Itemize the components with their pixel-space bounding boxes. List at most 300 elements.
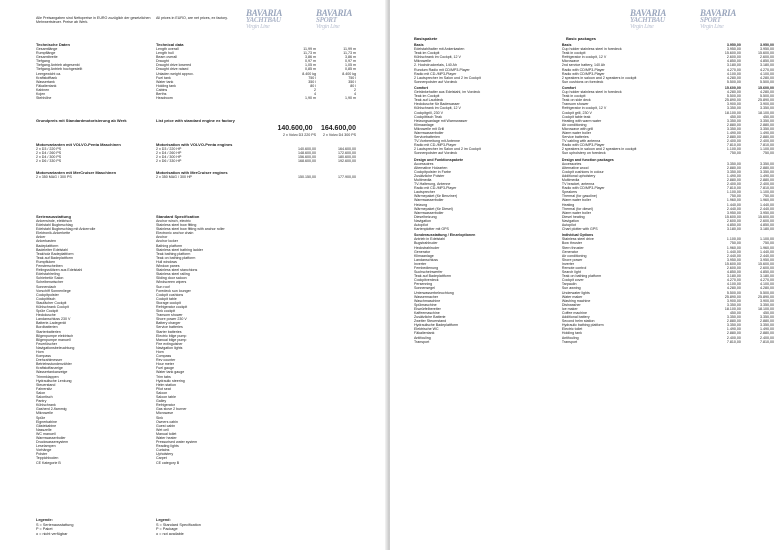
legend-en: S = Standard Specification	[156, 522, 201, 527]
package-item-de: Heckstrahlruder	[414, 245, 440, 250]
package-item-en: Sun upholstery on foredeck	[561, 151, 606, 156]
package-item-en: Transom shower	[561, 102, 589, 107]
standard-de: Salontisch	[36, 395, 53, 400]
option-price-2: 2.400,00	[760, 139, 774, 144]
mercruiser-header-en: Motorisation with MerCruiser engines	[156, 170, 228, 175]
package-item-de: Warmwasserboiler	[414, 130, 444, 135]
logo-text-3: Virgin Line	[246, 24, 270, 30]
option-price-2: 15.600,00	[758, 261, 774, 266]
option-price-1: 4.280,00	[726, 286, 741, 291]
package-item-en: Sun cushions on foredeck	[561, 79, 604, 84]
standard-de: Edelstahl Bugbeschlag mit Ankerrolle	[36, 227, 96, 232]
tech-cell: Draught drive raised	[156, 67, 189, 72]
option-price-1: 1.490,00	[726, 327, 741, 332]
standard-de: Fahrersitz	[36, 386, 52, 391]
standard-en: Anchor	[156, 235, 168, 240]
package-price-1: 15.600,00	[724, 85, 741, 90]
left-page	[0, 0, 388, 550]
packages-header-de: Basispakete	[414, 36, 438, 41]
engine-row-cell: 192.600,00	[338, 159, 356, 164]
package-item-en: Search light	[561, 270, 581, 275]
package-item-en: Warm water boiler	[561, 130, 591, 135]
standard-en: Sink	[156, 415, 163, 420]
standard-de: Scheibenwischer	[36, 280, 64, 285]
legend-de: P = Paket	[36, 527, 53, 532]
standard-de: Starterbatterien	[36, 329, 61, 334]
standard-en: Bathing platform	[156, 243, 183, 248]
option-price-2: 2.880,00	[760, 178, 774, 182]
tech-cell: 4	[314, 92, 316, 97]
option-price-1: 4.270,00	[726, 67, 741, 72]
tech-cell: Draught	[156, 59, 169, 64]
package-item-de: Spülmaschine	[414, 302, 437, 307]
package-item-de: Antrieb in Edelstahl	[414, 237, 445, 242]
option-price-1: 4.280,00	[726, 75, 741, 80]
option-price-1: 4.850,00	[726, 59, 741, 64]
package-item-de: Transport	[414, 339, 430, 344]
package-item-de: 2 Lautsprecher im Salon und 2 im Cockpit	[414, 75, 481, 80]
option-price-1: 2.400,00	[726, 182, 741, 187]
option-price-2: 4.280,00	[760, 75, 774, 80]
standard-de: Kühlschrank	[36, 403, 56, 408]
logo-text-1: BAVARIA	[700, 8, 737, 18]
standard-en: Guest cabin	[156, 423, 176, 428]
package-item-en: Stainless steel drive	[561, 237, 594, 242]
technical-data	[36, 42, 356, 100]
package-item-de: Zusätzliche Polster	[414, 173, 445, 178]
option-price-2: 3.350,00	[760, 315, 774, 320]
tech-cell: Gesamtlänge	[36, 47, 58, 51]
logo-text-2: SPORT	[316, 16, 337, 24]
tech-cell: 3,86 m	[345, 55, 356, 60]
option-price-1: 3.350,00	[726, 169, 741, 174]
option-price-2: 2.600,00	[760, 265, 774, 270]
option-price-2: 5.500,00	[760, 290, 774, 295]
package-item-en: Cockpit table teak	[561, 114, 591, 119]
standard-de: Bordbatterien	[36, 325, 58, 330]
standard-en: Water heater	[156, 435, 177, 440]
package-item-de: Klimaanlage	[414, 122, 434, 127]
standard-de: Leselampen	[36, 444, 56, 449]
standard-en: Stainless steel bathing ladder	[156, 247, 203, 252]
standard-de: Fensterscheiben	[36, 264, 63, 269]
option-price-2: 2.440,00	[760, 253, 774, 258]
option-price-1: 4.850,00	[726, 270, 741, 275]
engine-row-cell: 168.600,00	[298, 159, 316, 164]
package-price-1: 3.950,00	[726, 43, 741, 47]
package-item-en: 2 speakers in saloon and 2 speakers in cockpit	[561, 147, 637, 152]
option-price-1: 4.280,00	[726, 90, 741, 95]
legend-en: P = Package	[156, 527, 178, 532]
standard-en: Starter batteries	[156, 329, 182, 334]
option-price-2: 7.810,00	[760, 339, 774, 344]
package-item-en: Microwave	[561, 59, 580, 64]
standard-en: Sun roof	[156, 284, 170, 289]
option-price-2: 750,00	[763, 151, 774, 156]
package-item-de: 2. Hochdruckrelais, 140 Ah	[414, 63, 457, 68]
standard-de: Trimmklappen	[36, 374, 59, 379]
standard-en: Carpet	[156, 456, 167, 461]
option-price-2: 2.600,00	[760, 55, 774, 60]
option-price-2: 750,00	[763, 194, 774, 199]
tech-cell: Tiefgang Antrieb abgesenkt	[36, 63, 80, 68]
engine-header-en: Motorisation with VOLVO-Penta engines	[156, 142, 233, 147]
tech-cell: 2	[354, 87, 356, 92]
option-price-1: 450,00	[729, 311, 741, 315]
tech-cell: Leergewicht ca.	[36, 71, 62, 76]
option-price-2: 4.280,00	[760, 90, 774, 95]
standard-de: Mikrowelle	[36, 411, 53, 416]
package-item-de: Inverter	[414, 261, 427, 266]
price-sail-sub: 2 x Volvo D3 220 PS	[283, 133, 316, 137]
tech-cell: 80 l	[350, 83, 356, 88]
tech-cell: 350 l	[308, 79, 316, 84]
option-price-2: 3.350,00	[760, 323, 774, 328]
standard-de: Sonnendach	[36, 284, 57, 289]
standard-en: Stainless steel bow fitting	[156, 223, 197, 228]
standard-de: Teppichboden	[36, 456, 59, 461]
package-item-de: Landanschluss	[414, 257, 438, 262]
package-item-en: Washing machine	[561, 298, 591, 303]
option-price-1: 2.440,00	[726, 206, 741, 211]
option-price-2: 3.180,00	[760, 274, 774, 279]
option-price-2: 1.100,00	[760, 237, 774, 242]
tech-cell: 11,99 m	[343, 47, 356, 51]
option-price-1: 2.600,00	[726, 265, 741, 270]
package-item-de: Heizung	[414, 202, 428, 207]
package-item-de: Unterwasserbeleuchtung	[414, 290, 454, 295]
engine-row-cell: 2 x D4 / 260 PS	[36, 151, 62, 156]
package-item-en: Transport	[561, 339, 578, 344]
option-price-1: 1.440,00	[726, 202, 741, 207]
option-price-2: 1.960,00	[760, 245, 774, 250]
tech-cell: Stehhöhe	[36, 96, 52, 101]
standard-de: Edelstahlreling	[36, 272, 60, 277]
standard-en: Microwave	[156, 411, 174, 416]
option-price-2: 3.350,00	[760, 126, 774, 131]
tech-cell: 750 l	[308, 75, 316, 80]
option-price-1: 1.960,00	[726, 198, 741, 203]
tech-cell: 11,99 m	[303, 47, 316, 51]
standard-de: Landanschluss 230 V	[36, 317, 71, 322]
standard-de: Feuerlöscher	[36, 341, 57, 346]
logo-text-1: BAVARIA	[316, 8, 353, 18]
package-title-de: Basis	[414, 43, 424, 47]
package-item-de: Kühlschrank im Cockpit, 12 V	[414, 106, 461, 111]
package-item-de: Zweiter Steuerstand	[414, 319, 447, 324]
package-item-en: Cockpit cover	[561, 278, 584, 283]
package-item-de: Antifouling	[414, 335, 431, 340]
tech-cell: Kojen	[36, 92, 46, 97]
package-item-en: Heating with warm water	[561, 118, 602, 123]
logo-text-3: Virgin Line	[700, 24, 724, 30]
mercruiser-row-cell: 2 x 350 MAG / 300 HP	[156, 175, 192, 179]
standard-de: Hydraulische Lenkung	[36, 378, 72, 383]
option-price-1: 2.440,00	[726, 253, 741, 258]
intro-en: All prices in EURO, are net prices, ex factory.	[156, 16, 228, 20]
intro-de: Alle Preisangaben sind Nettopreise in EURO zuzüglich der gesetzlichen Mehrwertsteuer. Preise ab Werk.	[36, 16, 151, 25]
mercruiser-row-cell: 150.150,00	[298, 175, 316, 179]
package-item-en: Air conditioning	[561, 253, 587, 258]
standard-en: CE category B	[156, 460, 180, 465]
tech-cell: Berths	[156, 92, 167, 97]
package-item-de: Waschmaschine	[414, 298, 441, 303]
option-price-1: 750,00	[729, 241, 741, 246]
package-price-2: 3.950,00	[760, 43, 774, 47]
package-item-en: Cockpit cushions in colour	[561, 169, 604, 174]
base-price	[36, 118, 356, 137]
standard-en: Compass	[156, 354, 172, 359]
standard-en: Hydraulic steering	[156, 378, 185, 383]
package-item-en: Generator	[561, 249, 579, 254]
standard-en: Saloon	[156, 390, 168, 395]
package-item-de: Rundum Radio mit CD/MP3-Player	[414, 67, 470, 72]
tech-cell: Headroom	[156, 96, 173, 101]
package-item-en: Air conditioning	[561, 122, 587, 127]
standard-en: Stainless steel stanchions	[156, 268, 198, 273]
package-item-en: Speakers	[561, 190, 578, 195]
package-item-en: Chart plotter with GPS	[561, 227, 598, 232]
option-price-2: 3.350,00	[760, 302, 774, 307]
package-item-de: Eiswürfelbereiter	[414, 306, 441, 311]
legend-title-en: Legend:	[156, 518, 171, 523]
package-item-en: Bow thruster	[561, 241, 583, 246]
logo-text-2: YACHTBAU	[246, 16, 281, 24]
tech-cell: 1,90 m	[345, 96, 356, 101]
tech-cell: 1,90 m	[305, 96, 316, 101]
package-item-de: Kühlschrank im Cockpit, 12 V	[414, 55, 461, 60]
option-price-1: 2.880,00	[726, 165, 741, 170]
standard-en: Horn	[156, 350, 164, 354]
package-item-de: Radio mit CD-/MP3-Player	[414, 186, 457, 191]
option-price-1: 3.180,00	[726, 227, 741, 232]
tech-cell: 1,05 m	[305, 63, 316, 68]
package-item-de: Hydraulische Badeplattform	[414, 323, 459, 328]
standard-de: Kraftstoffanzeige	[36, 366, 63, 371]
package-item-de: Elektrische WC	[414, 327, 439, 332]
package-item-row	[414, 340, 774, 344]
standard-de: Eignerkabine	[36, 419, 57, 424]
package-item-de: Klimaanlage	[414, 253, 434, 258]
tech-cell: Draught drive lowered	[156, 63, 192, 68]
option-price-2: 2.880,00	[760, 165, 774, 170]
option-price-1: 7.810,00	[726, 339, 741, 344]
package-item-en: Cockpit grill, 230 V	[561, 110, 592, 115]
option-price-2: 25.890,00	[758, 294, 774, 299]
package-item-en: Shore power	[561, 257, 583, 262]
standard-de: Polster	[36, 452, 48, 457]
standard-en: Navigation lights	[156, 345, 183, 350]
engine-row-cell: 2 x D6 / 330 HP	[156, 159, 182, 164]
standard-en: Teak bathing platform	[156, 251, 191, 256]
tech-cell: Cabins	[156, 87, 168, 92]
package-title-de: Sonderausstattung / Einzeloptionen	[414, 233, 476, 238]
package-item-en: Dishwasher	[561, 302, 581, 307]
engine-row-cell: 2 x D4 / 260 HP	[156, 151, 182, 156]
tech-cell: 1,05 m	[345, 63, 356, 68]
tech-row	[36, 96, 356, 100]
package-item-de: Warmwasserboiler	[414, 198, 444, 203]
mercruiser-row-cell: 2 x 350 MAG / 300 PS	[36, 175, 72, 179]
tech-cell: 350 l	[348, 79, 356, 84]
package-item-en: 2 speakers in saloon and 2 speakers in cockpit	[561, 75, 637, 80]
package-item-de: Wärmepaket (für Benziner)	[414, 194, 458, 199]
package-item-en: Coffee machine	[561, 311, 587, 315]
package-item-en: Radio with CD/MP3-Player	[561, 143, 605, 148]
package-item-de: Persenning	[414, 282, 433, 287]
standard-de: Kühlschrank Cockpit	[36, 304, 69, 309]
tech-cell: 0,85 m	[305, 67, 316, 72]
option-price-1: 450,00	[729, 114, 741, 119]
standard-en: Fire extinguisher	[156, 341, 183, 346]
standard-en: Hull windows	[156, 259, 177, 264]
standard-en: Stainless steel railing	[156, 272, 190, 277]
standard-de: Vorschiff Sonnenliege	[36, 288, 71, 293]
base-price-en: List price with standard engine ex factory	[156, 118, 235, 123]
right-page	[390, 0, 778, 550]
tech-cell: 3,86 m	[305, 55, 316, 60]
option-price-2: 2.400,00	[760, 182, 774, 187]
option-price-2: 1.490,00	[760, 173, 774, 178]
option-price-2: 15.600,00	[758, 51, 774, 56]
tech-cell: 750 l	[348, 75, 356, 80]
package-item-en: Refrigerator in cockpit, 12 V	[561, 106, 607, 111]
logo-text-2: SPORT	[700, 16, 721, 24]
standard-de: CE Kategorie B	[36, 460, 61, 465]
standard-en: Cockpit cushions	[156, 292, 184, 297]
option-price-2: 3.900,00	[760, 102, 774, 107]
standard-en: Upholstery	[156, 452, 174, 457]
standard-de: Anker	[36, 235, 46, 240]
option-price-1: 3.180,00	[726, 274, 741, 279]
package-item-row	[414, 227, 774, 231]
tech-cell: Wassertank	[36, 79, 55, 84]
package-title-en: Design and function packages	[561, 157, 614, 162]
standard-en: Transom shower	[156, 313, 183, 318]
engine-row-cell: 2 x D6 / 330 PS	[36, 159, 62, 164]
engine-row	[36, 159, 356, 163]
package-item-de: Accessoires	[414, 161, 434, 166]
tech-cell: 0,97 m	[345, 59, 356, 64]
option-price-2: 450,00	[763, 114, 774, 119]
intro-text	[36, 16, 286, 24]
mercruiser-header-de: Motorvarianten mit MerCruiser Maschinen	[36, 170, 117, 175]
tech-cell: 2	[314, 87, 316, 92]
package-item-en: Second helm station	[561, 319, 595, 324]
package-item-en: Multimedia	[561, 178, 580, 182]
option-price-2: 3.950,00	[760, 210, 774, 215]
logo-text-3: Virgin Line	[316, 24, 340, 30]
package-title-de: Comfort	[414, 85, 428, 90]
package-item-de: Fäkalientank	[414, 331, 435, 336]
package-item-en: Sun awning	[561, 286, 581, 291]
package-item-en: Navigation	[561, 218, 579, 223]
option-price-1: 1.440,00	[726, 249, 741, 254]
standard-de: Teak auf Badeplattform	[36, 255, 73, 260]
package-item-de: Cockpitverdeck	[414, 278, 439, 283]
package-item-de: Getränkehalter aus Edelstahl, im Vordeck	[414, 90, 481, 95]
package-item-en: Accessories	[561, 161, 582, 166]
package-item-en: Autopilot	[561, 223, 576, 228]
option-price-2: 1.490,00	[760, 130, 774, 135]
package-item-de: Cockpitgrill, 230 V	[414, 110, 443, 115]
standard-de: Vorhänge	[36, 448, 52, 453]
engine-row-cell: 2 x D4 / 300 PS	[36, 155, 62, 160]
package-item-en: Teak on bathing platform	[561, 274, 602, 279]
option-price-1: 2.880,00	[726, 135, 741, 140]
option-price-1: 1.100,00	[726, 190, 741, 195]
package-item-de: Autopilot	[414, 223, 428, 228]
option-price-1: 5.500,00	[726, 290, 741, 295]
standard-de: Warmwasserboiler	[36, 435, 66, 440]
package-item-de: Alternative Holzarten	[414, 165, 448, 170]
package-item-de: Cockpitpolster in Farbe	[414, 169, 451, 174]
standard-en: Refrigerator cockpit	[156, 304, 188, 309]
tech-cell: 11,73 m	[303, 51, 316, 56]
logo-text-1: BAVARIA	[246, 8, 283, 18]
option-price-1: 3.900,00	[726, 102, 741, 107]
option-price-1: 2.880,00	[726, 178, 741, 182]
package-item-de: Teak auf Badeplattform	[414, 274, 451, 279]
package-item-en: Cup holder stainless steel in foredeck	[561, 47, 622, 52]
option-price-1: 3.350,00	[726, 106, 741, 111]
engine-row-cell: 180.600,00	[338, 155, 356, 160]
package-item-en: Heating	[561, 202, 575, 207]
standard-en: Window panes	[156, 264, 180, 269]
standard-en: Cockpit table	[156, 296, 177, 301]
tech-cell: 80 l	[310, 83, 316, 88]
option-price-2: 3.350,00	[760, 169, 774, 174]
package-item-en: Service batteries	[561, 135, 589, 140]
option-price-1: 3.350,00	[726, 315, 741, 320]
standard-de: Batterie-Ladegerät	[36, 321, 66, 326]
option-price-2: 2.880,00	[760, 122, 774, 127]
option-price-2: 4.850,00	[760, 270, 774, 275]
package-item-en: Stern thruster	[561, 245, 584, 250]
package-item-en: Warm water boiler	[561, 210, 591, 215]
option-price-2: 1.440,00	[760, 249, 774, 254]
standard-en: Curtains	[156, 448, 170, 453]
engine-row-cell: 2 x D3 / 220 PS	[36, 147, 62, 151]
tech-cell: Kraftstofftank	[36, 75, 58, 80]
option-price-1: 18.100,00	[724, 306, 741, 311]
engine-row-cell: 2 x D3 / 220 HP	[156, 147, 182, 151]
package-item-de: Sonnenpolster auf Vordeck	[414, 151, 458, 156]
option-price-2: 3.180,00	[760, 63, 774, 68]
legend	[36, 518, 336, 536]
option-price-1: 2.880,00	[726, 122, 741, 127]
standard-de: Ankerkasten	[36, 239, 56, 244]
standard-de: Gasherd 2-flammig	[36, 407, 67, 412]
option-price-2: 3.180,00	[760, 227, 774, 232]
package-item-de: Teak im Cockpit	[414, 94, 440, 99]
package-item-de: Servicebatterien	[414, 135, 440, 140]
package-item-de: Teak auf Laufdeck	[414, 98, 444, 103]
standard-en: Storage cockpit	[156, 300, 181, 305]
option-price-1: 1.100,00	[726, 237, 741, 242]
engine-row-cell: 148.600,00	[298, 151, 316, 156]
standard-en: Gas stove 2 burner	[156, 407, 187, 412]
option-price-1: 3.350,00	[726, 302, 741, 307]
option-price-2: 2.440,00	[760, 206, 774, 211]
standard-en: Sliding door saloon	[156, 276, 187, 281]
standard-en: Windscreen wipers	[156, 280, 187, 285]
standard-en: Water tank gauge	[156, 370, 185, 375]
standard-en: Anchor winch, electric	[156, 219, 191, 223]
option-price-2: 3.900,00	[760, 298, 774, 303]
package-item-de: Sonnensegel	[414, 286, 435, 291]
tech-cell: Length overall	[156, 47, 179, 51]
